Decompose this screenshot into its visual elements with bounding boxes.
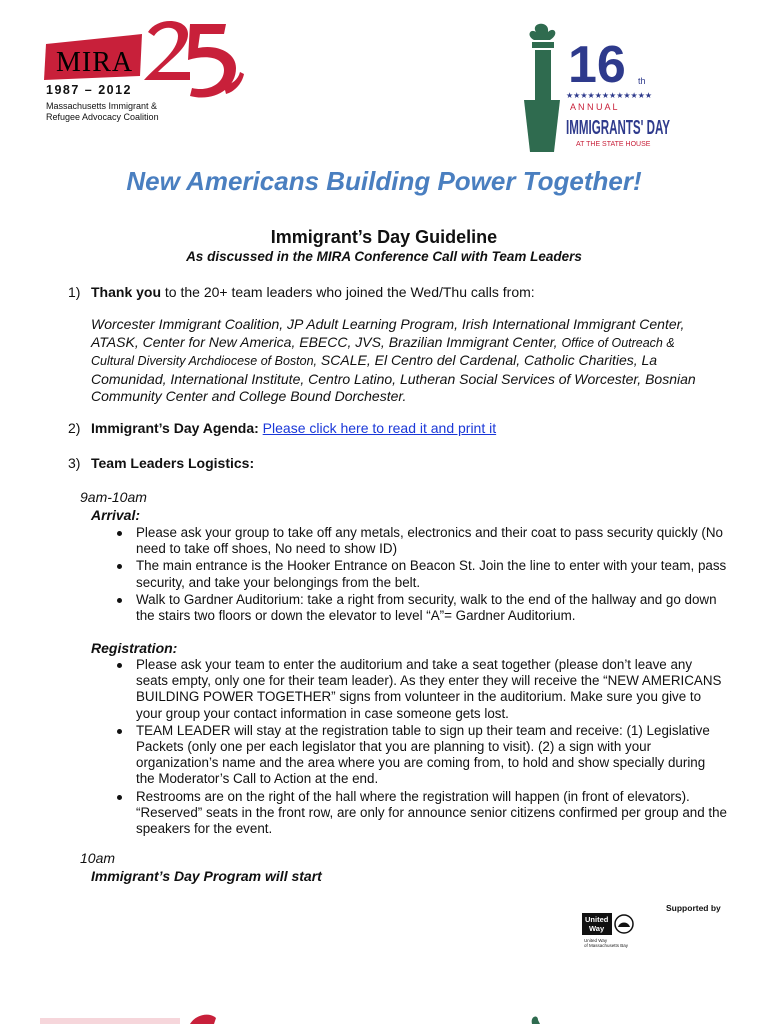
event-subtitle: AT THE STATE HOUSE: [576, 141, 651, 148]
mira-name: MIRA: [56, 47, 134, 78]
time-10am: 10am: [80, 850, 116, 866]
event-number: 16: [568, 36, 626, 94]
thank-you-text: to the 20+ team leaders who joined the Wed/Thu calls from:: [161, 284, 535, 300]
organizations-list: [91, 316, 721, 406]
united-way-logo-line1: United: [585, 915, 609, 924]
next-page-mira-logo-fragment: [40, 1012, 240, 1024]
torch-flame-icon: [530, 24, 556, 40]
list-item: Restrooms are on the right of the hall where the registration will happen (in front of elevators). “Reserved” seats in the front row, are only for announce senior citizens confirmed per group and the speakers for the event.: [115, 789, 727, 838]
stars-row-icon: ★★★★★★★★★★★★: [566, 91, 653, 100]
item-number: 3): [68, 455, 81, 471]
orgs-part1: Worcester Immigrant Coalition, JP Adult Learning Program, Irish International Immigrant Center, ATASK, Center for New America, EBECC, JVS, Brazilian Immigrant Center,: [91, 316, 685, 350]
arrival-list: [115, 525, 727, 625]
page-title: Immigrant’s Day Guideline: [270, 227, 498, 247]
agenda-link[interactable]: Please click here to read it and print it: [262, 420, 497, 436]
registration-heading: Registration:: [91, 640, 178, 656]
agenda-line: [91, 420, 496, 436]
united-way-logo-line2: Way: [589, 924, 605, 933]
immigrants-day-logo: [520, 22, 670, 152]
mira-years: 1987 – 2012: [46, 83, 133, 97]
event-title: IMMIGRANTS' DAY: [566, 117, 671, 139]
next-page-torch-fragment: [526, 1014, 546, 1024]
united-way-caption-line1: United Way: [584, 938, 608, 943]
thank-you-line: [91, 284, 535, 300]
headline: New Americans Building Power Together!: [126, 166, 642, 196]
mira-org-name: [46, 101, 159, 123]
arrival-heading: Arrival:: [91, 507, 141, 523]
mira-org-line2: Refugee Advocacy Coalition: [46, 112, 159, 122]
torch-arm-icon: [524, 100, 560, 152]
orgs-part2: Office of Outreach & Cultural Diversity Archdiocese of Boston,: [91, 335, 675, 368]
united-way-caption: [584, 938, 628, 948]
agenda-label: Immigrant’s Day Agenda:: [91, 420, 259, 436]
mira-org-line1: Massachusetts Immigrant &: [46, 101, 158, 111]
registration-list: [115, 657, 727, 838]
program-start: Immigrant’s Day Program will start: [91, 868, 322, 884]
page-subtitle: As discussed in the MIRA Conference Call with Team Leaders: [186, 249, 582, 264]
united-way-caption-line2: of Massachusetts Bay: [584, 943, 629, 948]
event-annual: A N N U A L: [570, 102, 618, 112]
list-item: The main entrance is the Hooker Entrance on Beacon St. Join the line to enter with your team, pass security, and take your belongings from the belt.: [115, 558, 727, 590]
svg-text:th: th: [638, 76, 646, 86]
thank-you-bold: Thank you: [91, 284, 162, 300]
time-9am: 9am-10am: [80, 489, 147, 505]
list-item: TEAM LEADER will stay at the registration table to sign up their team and receive: (1) Legislative Packets (only one per each legislator that you are planning to visit). (2) a sign with your organization’s name and the area where you are coming from, to hold and show specially during the Moderator’s Call to Action at the end.: [115, 723, 727, 788]
list-item: Please ask your team to enter the auditorium and take a seat together (please don’t leave any seats empty, only one for their team leader). As they enter they will receive the “NEW AMERICANS BUILDING POWER TOGETHER” signs from volunteer in the auditorium. Make sure you give to your group your contact information in case someone gets lost.: [115, 657, 727, 722]
orgs-part3: SCALE, El Centro del Cardenal, Catholic Charities, La Comunidad, International Institute, Centro Latino, Lutheran Social Services of Worcester, Bosnian Community Center and College Bound Dorchester.: [91, 352, 696, 404]
item-number: 1): [68, 284, 81, 300]
item-number: 2): [68, 420, 81, 436]
supported-by-label: Supported by: [666, 903, 721, 913]
list-item: Walk to Gardner Auditorium: take a right from security, walk to the end of the hallway and go down the stairs two floors or down the elevator to level “A”= Gardner Auditorium.: [115, 592, 727, 624]
list-item: Please ask your group to take off any metals, electronics and their coat to pass security quickly (No need to take off shoes, No need to show ID): [115, 525, 727, 557]
logistics-heading: Team Leaders Logistics:: [91, 455, 255, 471]
torch-handle-icon: [535, 50, 551, 100]
